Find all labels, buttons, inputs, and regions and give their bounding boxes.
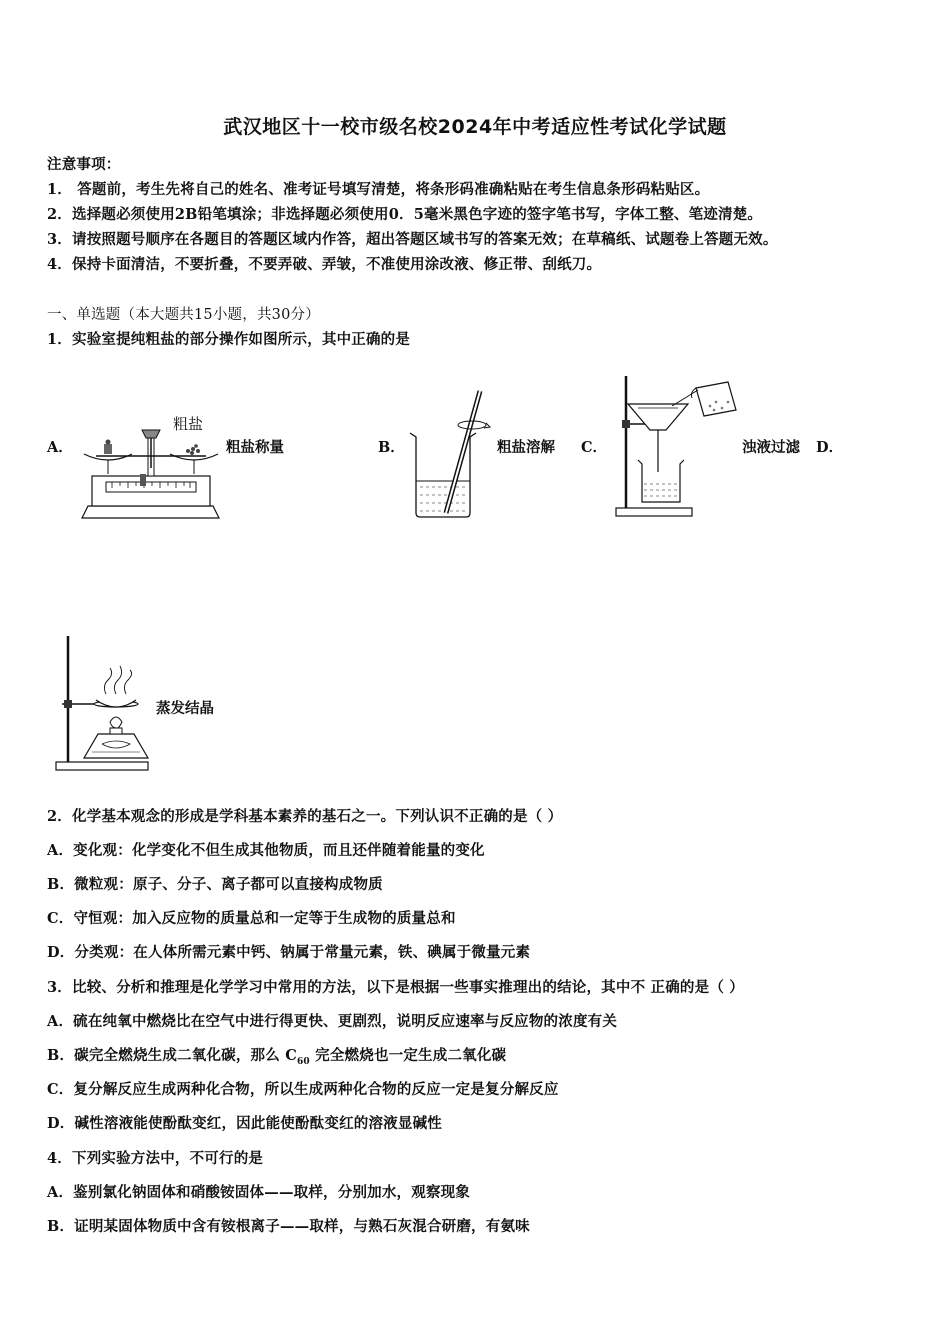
q3-option-b-text: B．碳完全燃烧生成二氧化碳，那么 C bbox=[47, 1047, 297, 1064]
dissolving-figure bbox=[406, 385, 498, 520]
q3-option-d: D．碱性溶液能使酚酞变红，因此能使酚酞变红的溶液显碱性 bbox=[47, 1115, 442, 1132]
notice-heading: 注意事项： bbox=[47, 156, 121, 173]
q1-stem: 1．实验室提纯粗盐的部分操作如图所示，其中正确的是 bbox=[47, 331, 411, 348]
filtration-figure bbox=[610, 372, 740, 520]
page-title: 武汉地区十一校市级名校2024年中考适应性考试化学试题 bbox=[223, 116, 727, 138]
q3-option-b-tail: 完全燃烧也一定生成二氧化碳 bbox=[309, 1047, 507, 1064]
q1-option-c-label: 浊液过滤 bbox=[742, 439, 800, 456]
notice-item-4: 4．保持卡面清洁，不要折叠，不要弄破、弄皱，不准使用涂改液、修正带、刮纸刀。 bbox=[47, 256, 602, 273]
q3-option-c: C．复分解反应生成两种化合物，所以生成两种化合物的反应一定是复分解反应 bbox=[47, 1081, 559, 1098]
notice-item-1: 1． 答题前，考生先将自己的姓名、准考证号填写清楚，将条形码准确粘贴在考生信息条形码粘贴区。 bbox=[47, 181, 710, 198]
q1-option-c-letter: C． bbox=[581, 439, 608, 456]
q3-stem: 3．比较、分析和推理是化学学习中常用的方法，以下是根据一些事实推理出的结论，其中不 正确的是（ ） bbox=[47, 979, 744, 996]
q1-option-b-label: 粗盐溶解 bbox=[497, 439, 555, 456]
q3-option-b-subscript: 60 bbox=[296, 1056, 310, 1067]
q1-option-d-label: 蒸发结晶 bbox=[156, 700, 214, 717]
q3-option-a: A．硫在纯氧中燃烧比在空气中进行得更快、更剧烈，说明反应速率与反应物的浓度有关 bbox=[47, 1013, 618, 1030]
q2-option-d: D．分类观：在人体所需元素中钙、钠属于常量元素，铁、碘属于微量元素 bbox=[47, 944, 531, 961]
section-heading: 一、单选题（本大题共15小题，共30分） bbox=[47, 307, 320, 323]
q1-option-d-letter: D． bbox=[816, 439, 844, 456]
q4-option-a: A．鉴别氯化钠固体和硝酸铵固体——取样，分别加水，观察现象 bbox=[47, 1184, 471, 1201]
q2-stem: 2．化学基本观念的形成是学科基本素养的基石之一。下列认识不正确的是（ ） bbox=[47, 808, 563, 825]
q3-option-b bbox=[47, 1044, 506, 1067]
evaporation-figure bbox=[52, 634, 152, 774]
q4-option-b: B．证明某固体物质中含有铵根离子——取样，与熟石灰混合研磨，有氨味 bbox=[47, 1218, 530, 1235]
notice-item-3: 3．请按照题号顺序在各题目的答题区域内作答，超出答题区域书写的答案无效；在草稿纸、试题卷上答题无效。 bbox=[47, 231, 778, 248]
q2-option-a: A．变化观：化学变化不但生成其他物质，而且还伴随着能量的变化 bbox=[47, 842, 485, 859]
q4-stem: 4．下列实验方法中，不可行的是 bbox=[47, 1150, 264, 1167]
q1-option-a-label: 粗盐称量 bbox=[226, 439, 284, 456]
q2-option-b: B．微粒观：原子、分子、离子都可以直接构成物质 bbox=[47, 876, 383, 893]
salt-label: 粗盐 bbox=[173, 415, 204, 433]
q1-option-a-letter: A． bbox=[47, 439, 73, 456]
q1-option-b-letter: B． bbox=[378, 439, 405, 456]
notice-item-2: 2．选择题必须使用2B铅笔填涂；非选择题必须使用0．5毫米黑色字迹的签字笔书写，字体工整、笔迹清楚。 bbox=[47, 206, 763, 223]
q2-option-c: C．守恒观：加入反应物的质量总和一定等于生成物的质量总和 bbox=[47, 910, 456, 927]
